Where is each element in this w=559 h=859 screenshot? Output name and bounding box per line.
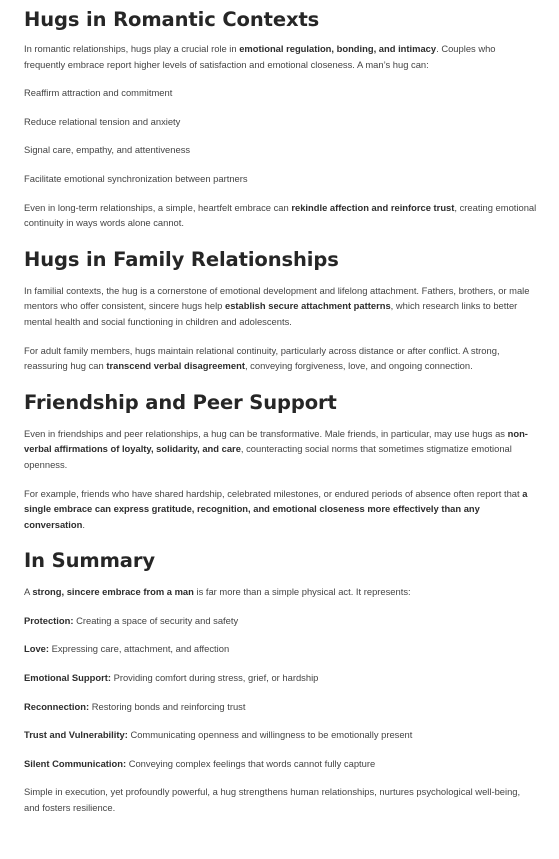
family-paragraph-2: For adult family members, hugs maintain relational continuity, particularly across distance or after conflict. A strong, reassuring hug can transcend verbal disagreement, conveying forgiveness, love, and ongoing connection. <box>24 344 500 372</box>
summary-intro: A strong, sincere embrace from a man is far more than a simple physical act. It represents: <box>24 586 411 598</box>
romantic-closing: Even in long-term relationships, a simple, heartfelt embrace can rekindle affection and reinforce trust, creating emotional continuity in ways words alone cannot. <box>24 201 537 229</box>
summary-item: Emotional Support: Providing comfort during stress, grief, or hardship <box>24 672 319 684</box>
romantic-item: Reduce relational tension and anxiety <box>24 115 181 127</box>
summary-item: Silent Communication: Conveying complex feelings that words cannot fully capture <box>24 757 376 769</box>
summary-item: Reconnection: Restoring bonds and reinforcing trust <box>24 700 246 712</box>
romantic-item: Reaffirm attraction and commitment <box>24 87 173 99</box>
summary-closing: Simple in execution, yet profoundly powerful, a hug strengthens human relationships, nurtures psychological well-being, and fosters resilience. <box>24 786 521 814</box>
romantic-item: Facilitate emotional synchronization between partners <box>24 172 248 184</box>
romantic-item: Signal care, empathy, and attentiveness <box>24 144 191 156</box>
section-heading-summary: In Summary <box>24 549 155 573</box>
section-heading-family: Hugs in Family Relationships <box>24 247 339 271</box>
romantic-intro: In romantic relationships, hugs play a crucial role in emotional regulation, bonding, and intimacy. Couples who frequently embrace report higher levels of satisfaction and emotional closeness. A man’s hug can: <box>24 43 496 70</box>
family-paragraph-1: In familial contexts, the hug is a cornerstone of emotional development and lifelong attachment. Fathers, brothers, or male mentors who offer consistent, sincere hugs help establish secure attachment patterns, which research links to better mental health and social functioning in children and adolescents. <box>24 284 530 327</box>
summary-item: Protection: Creating a space of security and safety <box>24 614 239 626</box>
summary-item: Trust and Vulnerability: Communicating openness and willingness to be emotionally present <box>24 729 413 741</box>
friendship-paragraph-2: For example, friends who have shared hardship, celebrated milestones, or endured periods of absence often report that a single embrace can express gratitude, recognition, and emotional closeness more effectively than any conversation. <box>24 487 528 530</box>
friendship-paragraph-1: Even in friendships and peer relationships, a hug can be transformative. Male friends, in particular, may use hugs as non-verbal affirmations of loyalty, solidarity, and care, counteracting social norms that sometimes stigmatize emotional openness. <box>24 427 528 470</box>
section-heading-romantic: Hugs in Romantic Contexts <box>24 8 320 31</box>
summary-item: Love: Expressing care, attachment, and affection <box>24 643 230 655</box>
section-heading-friendship: Friendship and Peer Support <box>24 390 337 414</box>
